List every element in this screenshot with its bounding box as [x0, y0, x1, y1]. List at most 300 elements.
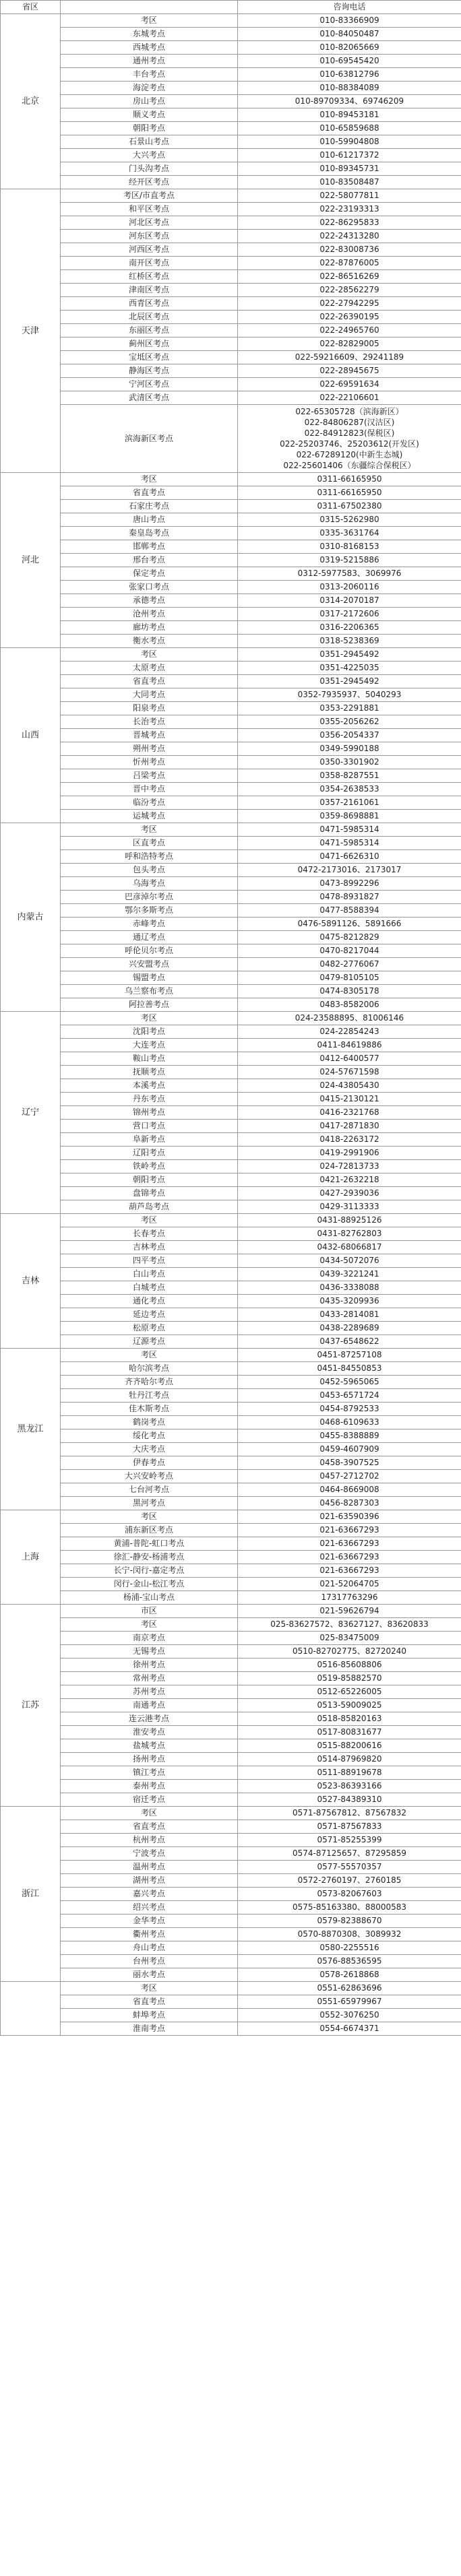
table-row: [1, 1470, 461, 1483]
table-row: [1, 1726, 461, 1739]
exam-site-cell: 淮安考点: [61, 1726, 238, 1739]
exam-site-cell: 考区: [61, 1349, 238, 1362]
table-row: [1, 55, 461, 68]
exam-site-cell: 嘉兴考点: [61, 1888, 238, 1901]
phone-number-cell: 0452-5965065: [238, 1376, 461, 1389]
table-row: [1, 891, 461, 904]
exam-site-cell: 张家口考点: [61, 581, 238, 594]
exam-site-cell: 锦州考点: [61, 1106, 238, 1120]
table-row: [1, 1591, 461, 1605]
exam-site-cell: 牡丹江考点: [61, 1389, 238, 1403]
exam-site-cell: 鹤岗考点: [61, 1416, 238, 1429]
phone-number-cell: 0571-85255399: [238, 1834, 461, 1847]
table-row: [1, 1443, 461, 1456]
table-row: [1, 486, 461, 500]
table-row: [1, 823, 461, 837]
exam-site-cell: 东城考点: [61, 28, 238, 41]
table-row: [1, 756, 461, 769]
exam-site-cell: 长治考点: [61, 715, 238, 729]
phone-number-cell: 010-59904808: [238, 135, 461, 149]
phone-number-cell: 0431-88925126: [238, 1214, 461, 1227]
exam-site-cell: 乌兰察布考点: [61, 985, 238, 998]
exam-site-cell: 阳泉考点: [61, 702, 238, 715]
table-row: [1, 567, 461, 581]
table-row: [1, 108, 461, 122]
exam-site-cell: 温州考点: [61, 1861, 238, 1874]
province-name-cell: 辽宁: [1, 1012, 61, 1214]
phone-number-cell: 0355-2056262: [238, 715, 461, 729]
table-row: [1, 1200, 461, 1214]
phone-number-cell: 0438-2289689: [238, 1322, 461, 1335]
phone-number-cell: 0552-3076250: [238, 2009, 461, 2022]
table-row: [1, 1941, 461, 1955]
phone-number-cell: 0474-8305178: [238, 985, 461, 998]
table-row: [1, 1322, 461, 1335]
table-row: [1, 1362, 461, 1376]
exam-site-cell: 沧州考点: [61, 608, 238, 621]
exam-site-cell: 葫芦岛考点: [61, 1200, 238, 1214]
phone-number-cell: 0419-2991906: [238, 1147, 461, 1160]
phone-number-cell: 0351-2945492: [238, 648, 461, 662]
table-row: [1, 1914, 461, 1928]
exam-site-cell: 考区: [61, 1214, 238, 1227]
table-row: [1, 1483, 461, 1497]
exam-site-cell: 保定考点: [61, 567, 238, 581]
phone-number-cell: 0514-87969820: [238, 1753, 461, 1766]
table-row: [1, 1173, 461, 1187]
exam-site-cell: 石景山考点: [61, 135, 238, 149]
phone-number-cell: 0573-82067603: [238, 1888, 461, 1901]
phone-number-cell: 010-89345731: [238, 162, 461, 176]
phone-number-cell: 024-43805430: [238, 1079, 461, 1093]
exam-site-cell: 营口考点: [61, 1120, 238, 1133]
phone-number-cell: 024-57671598: [238, 1066, 461, 1079]
phone-number-cell: 021-59626794: [238, 1605, 461, 1618]
table-row: [1, 337, 461, 351]
exam-site-cell: 杨浦-宝山考点: [61, 1591, 238, 1605]
exam-site-cell: 兴安盟考点: [61, 958, 238, 971]
table-row: [1, 742, 461, 756]
phone-number-cell: 0571-87567833: [238, 1820, 461, 1834]
phone-number-cell: 010-63812796: [238, 68, 461, 82]
province-name-cell: 吉林: [1, 1214, 61, 1349]
table-row: [1, 1780, 461, 1793]
phone-number-cell: 022-24965760: [238, 324, 461, 337]
table-row: [1, 1241, 461, 1254]
phone-number-cell: 0315-5262980: [238, 513, 461, 527]
phone-number-cell: 0511-88919678: [238, 1766, 461, 1780]
table-row: [1, 540, 461, 554]
table-row: [1, 635, 461, 648]
phone-number-cell: 0574-87125657、87295859: [238, 1847, 461, 1861]
table-row: [1, 243, 461, 257]
exam-site-cell: 秦皇岛考点: [61, 527, 238, 540]
exam-site-cell: 扬州考点: [61, 1753, 238, 1766]
exam-site-cell: 石家庄考点: [61, 500, 238, 513]
table-row: [1, 1618, 461, 1632]
phone-number-cell: 022-87876005: [238, 257, 461, 270]
exam-site-cell: 考区: [61, 1510, 238, 1524]
table-row: [1, 1281, 461, 1295]
table-row: [1, 998, 461, 1012]
phone-number-cell: 0471-6626310: [238, 850, 461, 864]
table-row: [1, 162, 461, 176]
table-row: [1, 1079, 461, 1093]
exam-site-cell: 区直考点: [61, 837, 238, 850]
exam-site-cell: 呼和浩特考点: [61, 850, 238, 864]
phone-number-cell: 0429-3113333: [238, 1200, 461, 1214]
exam-site-cell: 盐城考点: [61, 1739, 238, 1753]
table-row: [1, 1066, 461, 1079]
exam-site-cell: 衢州考点: [61, 1928, 238, 1941]
phone-number-cell: 0421-2632218: [238, 1173, 461, 1187]
exam-site-cell: 台州考点: [61, 1955, 238, 1968]
exam-site-cell: 河北区考点: [61, 216, 238, 230]
exam-site-cell: 抚顺考点: [61, 1066, 238, 1079]
phone-number-cell: 0311-67502380: [238, 500, 461, 513]
phone-number-cell: 0311-66165950: [238, 473, 461, 486]
phone-number-cell: 0483-8582006: [238, 998, 461, 1012]
table-row: [1, 351, 461, 364]
table-row: [1, 500, 461, 513]
phone-number-cell: 0575-85163380、88000583: [238, 1901, 461, 1914]
table-row: [1, 68, 461, 82]
table-row: [1, 149, 461, 162]
table-row: [1, 931, 461, 944]
phone-number-cell: 0470-8217044: [238, 944, 461, 958]
phone-number-cell: 010-65859688: [238, 122, 461, 135]
exam-site-cell: 省直考点: [61, 675, 238, 688]
exam-site-cell: 大庆考点: [61, 1443, 238, 1456]
exam-site-cell: 绍兴考点: [61, 1901, 238, 1914]
table-row: [1, 1456, 461, 1470]
phone-number-cell: 0313-2060116: [238, 581, 461, 594]
phone-number-cell: 0454-8792533: [238, 1403, 461, 1416]
table-row: [1, 391, 461, 405]
phone-number-cell: 0473-8992296: [238, 877, 461, 891]
phone-number-cell: 0434-5072076: [238, 1254, 461, 1268]
exam-site-cell: 唐山考点: [61, 513, 238, 527]
table-row: [1, 621, 461, 635]
exam-site-cell: 延边考点: [61, 1308, 238, 1322]
phone-number-cell: 0417-2871830: [238, 1120, 461, 1133]
exam-site-cell: 大连考点: [61, 1039, 238, 1052]
table-row: [1, 554, 461, 567]
exam-site-cell: 鞍山考点: [61, 1052, 238, 1066]
table-header-row: [1, 1, 461, 14]
phone-number-cell: 0579-82388670: [238, 1914, 461, 1928]
exam-site-cell: 通州考点: [61, 55, 238, 68]
phone-number-cell: 022-65305728（滨海新区） 022-84806287(汉沽区) 022-84912823(保税区) 022-25203746、25203612(开发区) 022-67289120(中新生态城) 022-25601406（东疆综合保税区）: [238, 405, 461, 473]
exam-site-cell: 浦东新区考点: [61, 1524, 238, 1537]
table-row: [1, 364, 461, 378]
exam-site-cell: 淮南考点: [61, 2022, 238, 2036]
exam-site-cell: 四平考点: [61, 1254, 238, 1268]
exam-site-cell: 市区: [61, 1605, 238, 1618]
table-row: [1, 1699, 461, 1712]
exam-site-cell: 白山考点: [61, 1268, 238, 1281]
phone-number-cell: 0436-3338088: [238, 1281, 461, 1295]
table-row: [1, 1793, 461, 1807]
phone-number-cell: 021-63590396: [238, 1510, 461, 1524]
exam-site-cell: 徐州考点: [61, 1659, 238, 1672]
phone-number-cell: 021-63667293: [238, 1524, 461, 1537]
phone-number-cell: 024-72813733: [238, 1160, 461, 1173]
table-row: [1, 1416, 461, 1429]
table-row: [1, 971, 461, 985]
exam-site-cell: 哈尔滨考点: [61, 1362, 238, 1376]
table-row: [1, 135, 461, 149]
table-row: [1, 1551, 461, 1564]
phone-number-cell: 0510-82702775、82720240: [238, 1645, 461, 1659]
phone-number-cell: 0354-2638533: [238, 783, 461, 796]
phone-number-cell: 0416-2321768: [238, 1106, 461, 1120]
exam-site-cell: 齐齐哈尔考点: [61, 1376, 238, 1389]
phone-number-cell: 024-22854243: [238, 1025, 461, 1039]
exam-site-cell: 湖州考点: [61, 1874, 238, 1888]
exam-site-cell: 省直考点: [61, 1820, 238, 1834]
exam-site-cell: 阜新考点: [61, 1133, 238, 1147]
phone-number-cell: 010-89453181: [238, 108, 461, 122]
exam-site-cell: 大兴安岭考点: [61, 1470, 238, 1483]
phone-number-cell: 0357-2161061: [238, 796, 461, 810]
exam-site-cell: 包头考点: [61, 864, 238, 877]
table-row: [1, 2022, 461, 2036]
phone-number-cell: 0314-2070187: [238, 594, 461, 608]
table-row: [1, 702, 461, 715]
header-blank: [61, 1, 238, 14]
phone-number-cell: 022-26390195: [238, 311, 461, 324]
phone-number-cell: 010-82065669: [238, 41, 461, 55]
phone-number-cell: 0411-84619886: [238, 1039, 461, 1052]
phone-number-cell: 022-58077811: [238, 189, 461, 203]
exam-site-cell: 朔州考点: [61, 742, 238, 756]
exam-site-cell: 临汾考点: [61, 796, 238, 810]
phone-number-cell: 0433-2814081: [238, 1308, 461, 1322]
table-row: [1, 257, 461, 270]
table-row: [1, 95, 461, 108]
exam-site-cell: 考区: [61, 1807, 238, 1820]
exam-site-cell: 通化考点: [61, 1295, 238, 1308]
table-row: [1, 513, 461, 527]
table-row: [1, 1160, 461, 1173]
table-row: [1, 1376, 461, 1389]
exam-site-cell: 铁岭考点: [61, 1160, 238, 1173]
exam-site-cell: 蚌埠考点: [61, 2009, 238, 2022]
phone-number-cell: 0412-6400577: [238, 1052, 461, 1066]
exam-site-cell: 考区/市直考点: [61, 189, 238, 203]
phone-number-cell: 0457-2712702: [238, 1470, 461, 1483]
phone-number-cell: 0512-65226005: [238, 1685, 461, 1699]
table-row: [1, 1955, 461, 1968]
phone-number-cell: 022-28945675: [238, 364, 461, 378]
exam-site-cell: 连云港考点: [61, 1712, 238, 1726]
exam-site-cell: 承德考点: [61, 594, 238, 608]
table-row: [1, 1214, 461, 1227]
table-row: [1, 405, 461, 473]
table-row: [1, 581, 461, 594]
phone-number-cell: 022-59216609、29241189: [238, 351, 461, 364]
phone-number-cell: 0439-3221241: [238, 1268, 461, 1281]
exam-site-cell: 滨海新区考点: [61, 405, 238, 473]
exam-site-cell: 蓟州区考点: [61, 337, 238, 351]
province-name-cell: 河北: [1, 473, 61, 648]
table-row: [1, 203, 461, 216]
phone-number-cell: 0518-85820163: [238, 1712, 461, 1726]
exam-site-cell: 省直考点: [61, 486, 238, 500]
table-row: [1, 837, 461, 850]
table-row: [1, 1524, 461, 1537]
exam-site-cell: 考区: [61, 1012, 238, 1025]
phone-number-cell: 0353-2291881: [238, 702, 461, 715]
phone-number-cell: 0317-2172606: [238, 608, 461, 621]
exam-site-cell: 赤峰考点: [61, 917, 238, 931]
exam-site-cell: 考区: [61, 648, 238, 662]
exam-site-cell: 泰州考点: [61, 1780, 238, 1793]
phone-number-cell: 0311-66165950: [238, 486, 461, 500]
phone-number-cell: 010-89709334、69746209: [238, 95, 461, 108]
exam-site-cell: 宁河区考点: [61, 378, 238, 391]
header-phone: 咨询电话: [238, 1, 461, 14]
phone-number-cell: 0577-55570357: [238, 1861, 461, 1874]
exam-site-cell: 廊坊考点: [61, 621, 238, 635]
phone-number-cell: 0517-80831677: [238, 1726, 461, 1739]
table-row: [1, 1254, 461, 1268]
table-row: [1, 1659, 461, 1672]
exam-site-cell: 考区: [61, 14, 238, 28]
phone-number-cell: 010-88384089: [238, 82, 461, 95]
table-row: [1, 230, 461, 243]
exam-site-cell: 盘锦考点: [61, 1187, 238, 1200]
phone-number-cell: 0351-2945492: [238, 675, 461, 688]
phone-number-cell: 0350-3301902: [238, 756, 461, 769]
exam-site-cell: 鄂尔多斯考点: [61, 904, 238, 917]
table-row: [1, 1012, 461, 1025]
table-row: [1, 1995, 461, 2009]
table-row: [1, 1403, 461, 1416]
table-row: [1, 1901, 461, 1914]
table-row: [1, 1712, 461, 1726]
table-row: [1, 1820, 461, 1834]
province-name-cell: 黑龙江: [1, 1349, 61, 1510]
phone-number-cell: 0437-6548622: [238, 1335, 461, 1349]
exam-site-cell: 吉林考点: [61, 1241, 238, 1254]
phone-number-cell: 0351-4225035: [238, 662, 461, 675]
table-row: [1, 1847, 461, 1861]
phone-number-cell: 025-83627572、83627127、83620833: [238, 1618, 461, 1632]
exam-site-cell: 朝阳考点: [61, 122, 238, 135]
table-row: [1, 1510, 461, 1524]
exam-site-cell: 和平区考点: [61, 203, 238, 216]
phone-number-cell: 0312-5977583、3069976: [238, 567, 461, 581]
table-row: [1, 1295, 461, 1308]
exam-site-cell: 宁波考点: [61, 1847, 238, 1861]
table-row: [1, 985, 461, 998]
exam-site-cell: 晋中考点: [61, 783, 238, 796]
phone-number-cell: 0516-85608806: [238, 1659, 461, 1672]
table-row: [1, 608, 461, 621]
table-row: [1, 1578, 461, 1591]
exam-site-cell: 河东区考点: [61, 230, 238, 243]
phone-number-cell: 0482-2776067: [238, 958, 461, 971]
phone-number-cell: 021-52064705: [238, 1578, 461, 1591]
exam-site-cell: 无锡考点: [61, 1645, 238, 1659]
phone-number-cell: 022-28562279: [238, 284, 461, 297]
table-row: [1, 1025, 461, 1039]
table-row: [1, 1982, 461, 1995]
exam-site-cell: 丰台考点: [61, 68, 238, 82]
exam-site-cell: 巴彦淖尔考点: [61, 891, 238, 904]
table-row: [1, 1389, 461, 1403]
phone-number-cell: 0572-2760197、2760185: [238, 1874, 461, 1888]
exam-site-cell: 朝阳考点: [61, 1173, 238, 1187]
table-body: [1, 14, 461, 2036]
exam-site-cell: 乌海考点: [61, 877, 238, 891]
exam-site-cell: 黑河考点: [61, 1497, 238, 1510]
table-row: [1, 1349, 461, 1362]
phone-number-cell: 022-69591634: [238, 378, 461, 391]
table-row: [1, 1968, 461, 1982]
table-row: [1, 1039, 461, 1052]
exam-site-cell: 房山考点: [61, 95, 238, 108]
table-row: [1, 877, 461, 891]
table-row: [1, 473, 461, 486]
phone-number-cell: 0349-5990188: [238, 742, 461, 756]
exam-site-cell: 太原考点: [61, 662, 238, 675]
table-row: [1, 1268, 461, 1281]
phone-number-cell: 0554-6674371: [238, 2022, 461, 2036]
phone-number-cell: 0352-7935937、5040293: [238, 688, 461, 702]
phone-number-cell: 0468-6109633: [238, 1416, 461, 1429]
phone-number-cell: 022-22106601: [238, 391, 461, 405]
table-row: [1, 904, 461, 917]
table-row: [1, 1645, 461, 1659]
exam-site-cell: 大兴考点: [61, 149, 238, 162]
exam-site-cell: 河西区考点: [61, 243, 238, 257]
exam-site-cell: 杭州考点: [61, 1834, 238, 1847]
table-row: [1, 688, 461, 702]
exam-site-cell: 衡水考点: [61, 635, 238, 648]
phone-number-cell: 0471-5985314: [238, 823, 461, 837]
table-row: [1, 675, 461, 688]
exam-site-cell: 丽水考点: [61, 1968, 238, 1982]
table-row: [1, 1106, 461, 1120]
exam-site-cell: 武清区考点: [61, 391, 238, 405]
exam-site-cell: 通辽考点: [61, 931, 238, 944]
exam-site-cell: 本溪考点: [61, 1079, 238, 1093]
table-row: [1, 378, 461, 391]
exam-site-cell: 经开区考点: [61, 176, 238, 189]
province-name-cell: 内蒙古: [1, 823, 61, 1012]
phone-number-cell: 17317763296: [238, 1591, 461, 1605]
table-row: [1, 1564, 461, 1578]
table-row: [1, 783, 461, 796]
phone-number-cell: 0576-88536595: [238, 1955, 461, 1968]
table-row: [1, 810, 461, 823]
table-row: [1, 176, 461, 189]
table-row: [1, 594, 461, 608]
phone-number-cell: 0335-3631764: [238, 527, 461, 540]
table-row: [1, 648, 461, 662]
phone-number-cell: 0523-86393166: [238, 1780, 461, 1793]
table-row: [1, 1861, 461, 1874]
exam-site-cell: 静海区考点: [61, 364, 238, 378]
phone-number-cell: 022-27942295: [238, 297, 461, 311]
exam-site-cell: 闵行-金山-松江考点: [61, 1578, 238, 1591]
phone-number-cell: 0451-84550853: [238, 1362, 461, 1376]
exam-site-cell: 北辰区考点: [61, 311, 238, 324]
phone-number-cell: 0432-68066817: [238, 1241, 461, 1254]
